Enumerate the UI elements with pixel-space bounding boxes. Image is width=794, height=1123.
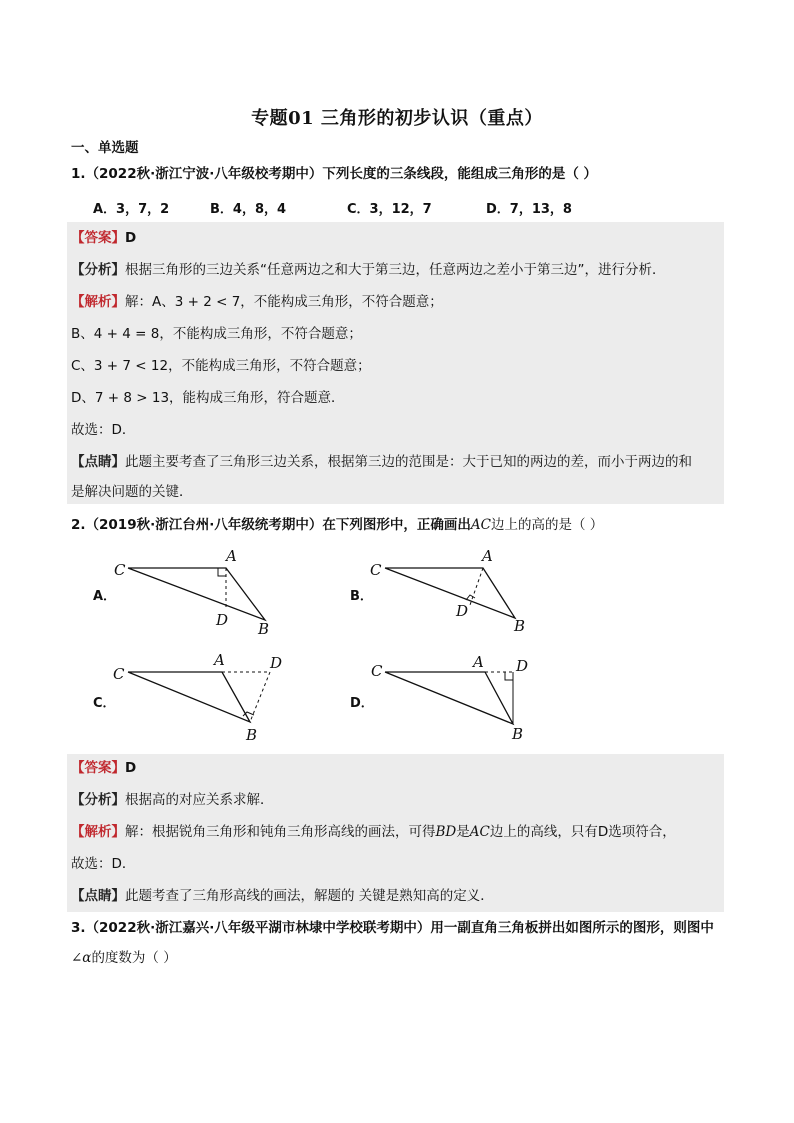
q1-comment-tag: 【点睛】 bbox=[71, 454, 125, 470]
figure-label-d: D． bbox=[350, 696, 374, 711]
fig-d-point-a: A bbox=[473, 653, 484, 671]
q1-comment-line-2: 是解决问题的关键． bbox=[71, 484, 193, 500]
fig-b-point-c: C bbox=[370, 561, 382, 579]
q3-stem-line-1: 3.（2022秋·浙江嘉兴·八年级平湖市林埭中学校联考期中）用一副直角三角板拼出如图所示的图形，则图中 bbox=[71, 920, 714, 936]
q1-solution-line-1: 解：A、3 + 2 < 7，不能构成三角形，不符合题意； bbox=[125, 294, 443, 310]
q3-stem-math: ∠α bbox=[71, 950, 92, 966]
figure-d-triangle bbox=[371, 653, 528, 743]
q2-stem-math: AC bbox=[470, 517, 491, 533]
fig-c-point-c: C bbox=[113, 665, 125, 683]
fig-b-point-b: B bbox=[514, 617, 526, 635]
q2-analysis-row bbox=[71, 790, 727, 810]
question-3-stem bbox=[71, 918, 727, 938]
q2-analysis-tag: 【分析】 bbox=[71, 792, 125, 808]
fig-b-point-a: A bbox=[482, 547, 493, 565]
figure-label-c: C． bbox=[93, 696, 116, 711]
fig-d-point-d: D bbox=[516, 657, 529, 675]
q2-stem-prefix: 2.（2019秋·浙江台州·八年级统考期中）在下列图形中，正确画出 bbox=[71, 517, 471, 533]
fig-c-point-a: A bbox=[214, 651, 225, 669]
question-1-stem-text: 1.（2022秋·浙江宁波·八年级校考期中）下列长度的三条线段，能组成三角形的是（ ） bbox=[71, 166, 598, 182]
fig-a-point-d: D bbox=[216, 611, 229, 629]
q2-answer-tag: 【答案】 bbox=[71, 760, 125, 776]
q2-answer-row bbox=[71, 758, 727, 778]
q1-analysis-tag: 【分析】 bbox=[71, 262, 125, 278]
q2-solution-end: 故选：D． bbox=[71, 856, 136, 872]
q2-solution-suffix: 边上的高线，只有D选项符合， bbox=[489, 824, 676, 840]
q1-comment-line-1: 此题主要考查了三角形三边关系，根据第三边的范围是：大于已知的两边的差，而小于两边的和 bbox=[125, 454, 692, 470]
q1-answer-tag: 【答案】 bbox=[71, 230, 125, 246]
q1-solution-line-4: D、7 + 8 > 13，能构成三角形，符合题意． bbox=[71, 390, 345, 406]
figure-label-b: B． bbox=[350, 589, 373, 604]
fig-c-point-d: D bbox=[270, 654, 283, 672]
q1-solution-line-5: 故选：D． bbox=[71, 422, 136, 438]
q1-solution-line-2: B、4 + 4 = 8，不能构成三角形，不符合题意； bbox=[71, 326, 362, 342]
q2-analysis-text: 根据高的对应关系求解． bbox=[125, 792, 274, 808]
q3-stem-line-2: 的度数为（ ） bbox=[91, 950, 177, 966]
q1-solution-tag: 【解析】 bbox=[71, 294, 125, 310]
q2-solution-tag: 【解析】 bbox=[71, 824, 125, 840]
page-title: 专题01 三角形的初步认识（重点） bbox=[251, 108, 543, 129]
fig-b-point-d: D bbox=[456, 602, 469, 620]
q1-solution-line-3: C、3 + 7 < 12，不能构成三角形，不符合题意； bbox=[71, 358, 371, 374]
q1-option-b: B．4，8，4 bbox=[210, 202, 287, 217]
fig-a-point-a: A bbox=[226, 547, 237, 565]
q1-analysis-text: 根据三角形的三边关系“任意两边之和大于第三边，任意两边之差小于第三边”，进行分析． bbox=[125, 262, 666, 278]
q1-option-c: C．3，12，7 bbox=[347, 202, 432, 217]
q2-solution-mid: 是 bbox=[456, 824, 470, 840]
q2-solution-prefix: 解：根据锐角三角形和钝角三角形高线的画法，可得 bbox=[125, 824, 436, 840]
section-heading: 一、单选题 bbox=[71, 140, 139, 156]
q2-solution-math-ac: AC bbox=[469, 824, 490, 840]
question-3-stem-cont bbox=[71, 948, 727, 968]
figure-b-triangle bbox=[370, 547, 525, 635]
fig-d-point-c: C bbox=[371, 662, 383, 680]
q1-option-d: D．7，13，8 bbox=[486, 202, 572, 217]
figure-c-triangle bbox=[113, 651, 282, 744]
fig-c-point-b: B bbox=[246, 726, 258, 744]
q2-solution-math-bd: BD bbox=[435, 824, 457, 840]
q1-option-a: A．3，7，2 bbox=[93, 202, 170, 217]
q2-comment-row bbox=[71, 886, 727, 906]
q2-solution-row bbox=[71, 822, 727, 842]
q2-answer-value: D bbox=[125, 760, 137, 776]
fig-a-point-b: B bbox=[258, 620, 270, 638]
figure-label-a: A． bbox=[93, 589, 117, 604]
fig-d-point-b: B bbox=[512, 725, 524, 743]
q1-answer-value: D bbox=[125, 230, 137, 246]
q2-comment-tag: 【点睛】 bbox=[71, 888, 125, 904]
fig-a-point-c: C bbox=[114, 561, 126, 579]
figure-a-triangle bbox=[114, 547, 269, 638]
q2-comment-text: 此题考查了三角形高线的画法，解题的 关键是熟知高的定义． bbox=[125, 888, 494, 904]
q2-stem-suffix: 边上的高的是（ ） bbox=[490, 517, 604, 533]
